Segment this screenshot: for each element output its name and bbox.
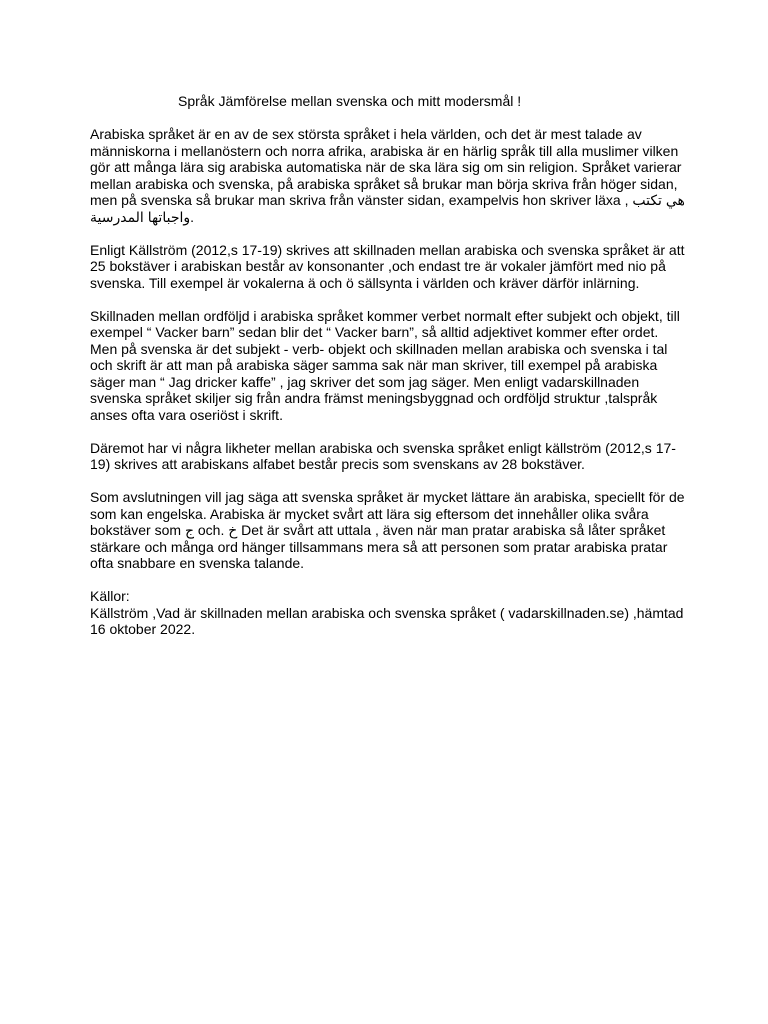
text-line: som kan engelska. Arabiska är mycket svårt att lära sig eftersom det innehåller olika svåra bbox=[90, 505, 649, 522]
sources-heading: Källor: bbox=[90, 588, 130, 604]
text-line: men på svenska så brukar man skriva från vänster sidan, exampelvis hon skriver läxa , هي تكتب bbox=[90, 192, 685, 208]
text-line: och skrift är att man på arabiska säger samma sak när man skriver, till exempel på arabiska bbox=[90, 357, 658, 373]
text-line: Arabiska språket är en av de sex största språket i hela världen, och det är mest talade av bbox=[90, 126, 642, 142]
text-line-arabic: واجباتها المدرسية. bbox=[90, 208, 195, 225]
text-line: ofta snabbare en svenska talande. bbox=[90, 555, 305, 571]
text-line: Som avslutningen vill jag säga att svenska språket är mycket lättare än arabiska, speciellt för de bbox=[90, 489, 685, 505]
text-line: svenska språket skiljer sig från andra främst meningsbyggnad och ordföljd struktur ,talspråk bbox=[90, 390, 658, 406]
text-line: 25 bokstäver i arabiskan består av konsonanter ,och endast tre är vokaler jämfört med nio på bbox=[90, 258, 666, 274]
document-title: Språk Jämförelse mellan svenska och mitt modersmål ! bbox=[178, 93, 522, 109]
document-body bbox=[90, 126, 690, 638]
paragraph-sources bbox=[90, 588, 690, 638]
source-entry: Källström ,Vad är skillnaden mellan arabiska och svenska språket ( vadarskillnaden.se) ,hämtad bbox=[90, 604, 684, 621]
text-line: säger man “ Jag dricker kaffe” , jag skriver det som jag säger. Men enligt vadarskillnaden bbox=[90, 373, 640, 390]
text-line: 19) skrives att arabiskans alfabet består precis som svenskans av 28 bokstäver. bbox=[90, 456, 585, 472]
text-line: Skillnaden mellan ordföljd i arabiska språket kommer verbet normalt efter subjekt och objekt, till bbox=[90, 307, 680, 324]
text-line: människorna i mellanöstern och norra afrika, arabiska är en härlig språk till alla muslimer vilken bbox=[90, 142, 679, 159]
text-line: stärkare och många ord hänger tillsammans mera så att personen som pratar arabiska pratar bbox=[90, 538, 668, 555]
text-line: mellan arabiska och svenska, på arabiska språket så brukar man börja skriva från höger sidan, bbox=[90, 175, 678, 192]
text-line: anses ofta vara oseriöst i skrift. bbox=[90, 406, 283, 423]
text-line: exempel “ Vacker barn” sedan blir det “ Vacker barn”, så alltid adjektivet kommer efter ordet. bbox=[90, 324, 659, 340]
text-line: gör att många lära sig arabiska automatiska när de ska lära sig om sin religion. Språket varierar bbox=[90, 159, 682, 175]
text-line: svenska. Till exempel är vokalerna ä och ö sällsynta i världen och kräver därför inlärning. bbox=[90, 274, 640, 291]
text-line: Men på svenska är det subjekt - verb- objekt och skillnaden mellan arabiska och svenska i tal bbox=[90, 340, 668, 357]
text-line: bokstäver som ج och. خ Det är svårt att uttala , även när man pratar arabiska så låter språket bbox=[90, 522, 666, 538]
text-line: Enligt Källström (2012,s 17-19) skrives att skillnaden mellan arabiska och svenska språket är att bbox=[90, 241, 685, 258]
paragraph-intro bbox=[90, 126, 690, 225]
source-entry: 16 oktober 2022. bbox=[90, 621, 196, 637]
text-line: Däremot har vi några likheter mellan arabiska och svenska språket enligt källström (2012,s 17- bbox=[90, 439, 676, 456]
paragraph-similarities bbox=[90, 440, 690, 473]
paragraph-conclusion bbox=[90, 489, 690, 572]
paragraph-kallstrom bbox=[90, 242, 690, 292]
paragraph-word-order bbox=[90, 308, 690, 424]
